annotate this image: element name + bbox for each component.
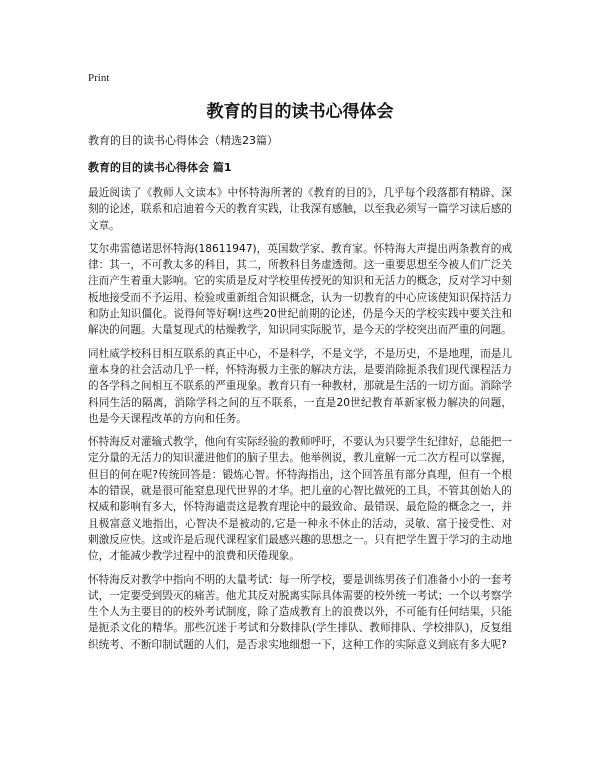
page-title: 教育的目的读书心得体会 (206, 102, 394, 122)
paragraph-4: 怀特海反对灌输式教学，他向有实际经验的教师呼吁，不要认为只要学生纪律好，总能把一定分量的无活力的知识灌进他们的脑子里去。他举例说，教儿童解一元二次方程可以掌握，但目的何在呢?传统回答是：锻炼心智。怀特海指出，这个回答虽有部分真理，但有一个根本的错误，就是很可能窒息现代世界的才华。把儿童的心智比做死的工具，不管其创始人的权威和影响有多大，怀特海谴责这是教育理论中的最致命、最错误、最危险的概念之一，并且极富意义地指出，心智决不是被动的,它是一种永不休止的活动，灵敏、富于接受性、对刺激反应快。这或许是后现代课程家们最感兴趣的思想之一。只有把学生置于学习的主动地位，才能减少教学过程中的浪费和厌倦现象。 (88, 436, 512, 563)
paragraph-5: 怀特海反对教学中指向不明的大量考试：每一所学校，要是训练男孩子们准备小小的一套考试，一定要受到毁灭的痛苦。他尤其反对脱离实际具体需要的校外统一考试；一个以考察学生个人为主要目的的校外考试制度，除了造成教育上的浪费以外，不可能有任何结果，只能是扼杀文化的精华。那些沉迷于考试和分数排队(学生排队、教师排队、学校排队)，反复组织统考、不断印制试题的人们，是否求实地细想一下，这种工作的实际意义到底有多大呢? (88, 573, 512, 651)
paragraph-2: 艾尔弗雷德诺思怀特海(18611947)，英国数学家、教育家。怀特海大声提出两条教育的戒律：其一，不可教太多的科目，其二，所教科目务虚透彻。这一重要思想至今被人们广泛关注而产生着重大影响。它的实质是反对学校里传授死的知识和无活力的概念，反对学习中刻板地接受而不予运用、检验或重新组合知识概念，认为一切教育的中心应该使知识保持活力和防止知识僵化。说得何等好啊!这些20世纪前期的论述，仍是今天的学校实践中要关注和解决的问题。大量复现式的枯燥教学，知识同实际脱节，是今天的学校突出而严重的问题。 (88, 242, 512, 337)
document-subtitle: 教育的目的读书心得体会（精选23篇） (88, 134, 278, 147)
print-link[interactable]: Print (88, 72, 110, 84)
paragraph-1: 最近阅读了《教师人文读本》中怀特海所著的《教育的目的》，几乎每个段落都有精辟、深刻的论述，联系和启迪着今天的教育实践，让我深有感触，以至我必须写一篇学习读后感的文章。 (88, 187, 512, 232)
article-body (88, 185, 512, 660)
section-heading: 教育的目的读书心得体会 篇1 (88, 161, 232, 174)
paragraph-3: 同杜威学校科目相互联系的真正中心，不是科学，不是文学，不是历史，不是地理，而是儿童本身的社会活动几乎一样，怀特海极力主张的解决方法，是要消除扼杀我们现代课程活力的各学科之间相互不联系的严重现象。教育只有一种教材，那就是生活的一切方面。消除学科同生活的隔离，消除学科之间的互不联系，一直是20世纪教育革新家极力解决的问题，也是今天课程改革的方向和任务。 (88, 347, 512, 425)
